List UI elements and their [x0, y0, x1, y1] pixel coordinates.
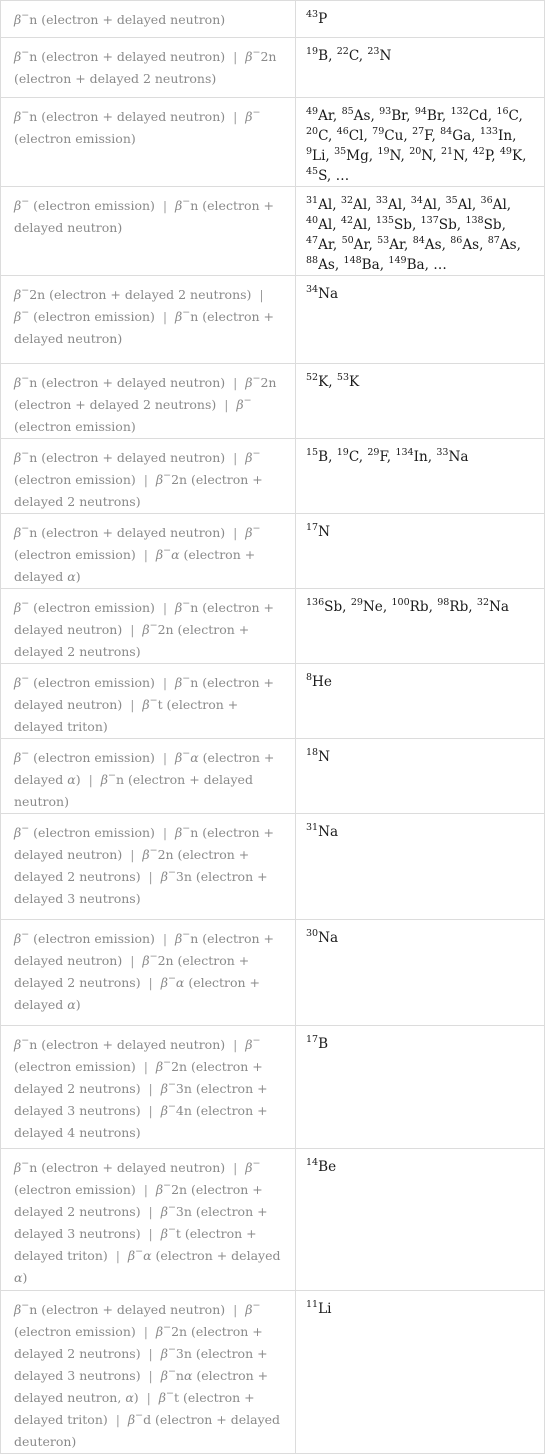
decay-mode-cell: β−n (electron + delayed neutron) | β−2n (electron + delayed 2 neutrons) | β− (electron emission) — [1, 364, 296, 439]
table-row — [1, 589, 545, 664]
table-row — [1, 739, 545, 814]
decay-mode-cell: β−2n (electron + delayed 2 neutrons) | β− (electron emission) | β−n (electron + delayed neutron) — [1, 276, 296, 364]
table-row — [1, 364, 545, 439]
table-row — [1, 920, 545, 1026]
table-row — [1, 98, 545, 187]
decay-mode-cell: β−n (electron + delayed neutron) | β− (electron emission) | β−2n (electron + delayed 2 neutrons) | β−3n (electron + delayed 3 neutrons) | β−nα (electron + delayed neutron, α) | β−t (electron + delayed triton) | β−d (electron + delayed deuteron) — [1, 1291, 296, 1454]
table-row — [1, 276, 545, 364]
table-row — [1, 664, 545, 739]
nuclides-cell: $^{136}$Sb, $^{29}$Ne, $^{100}$Rb, $^{98}$Rb, $^{32}$Na — [296, 589, 545, 664]
table-row — [1, 514, 545, 589]
decay-mode-cell: β−n (electron + delayed neutron) | β− (electron emission) | β−2n (electron + delayed 2 neutrons) — [1, 439, 296, 514]
decay-mode-cell: β− (electron emission) | β−n (electron + delayed neutron) | β−2n (electron + delayed 2 neutrons) | β−3n (electron + delayed 3 neutrons) — [1, 814, 296, 920]
table-row — [1, 1026, 545, 1149]
decay-mode-cell: β− (electron emission) | β−n (electron + delayed neutron) | β−t (electron + delayed triton) — [1, 664, 296, 739]
decay-mode-cell: β−n (electron + delayed neutron) | β− (electron emission) | β−2n (electron + delayed 2 neutrons) | β−3n (electron + delayed 3 neutrons) | β−t (electron + delayed triton) | β−α (electron + delayed α) — [1, 1149, 296, 1291]
nuclides-cell: $^{14}$Be — [296, 1149, 545, 1291]
decay-mode-cell: β−n (electron + delayed neutron) — [1, 1, 296, 38]
decay-mode-cell: β− (electron emission) | β−n (electron + delayed neutron) — [1, 187, 296, 276]
decay-mode-cell: β−n (electron + delayed neutron) | β−2n (electron + delayed 2 neutrons) — [1, 38, 296, 98]
nuclides-cell: $^{49}$Ar, $^{85}$As, $^{93}$Br, $^{94}$Br, $^{132}$Cd, $^{16}$C, $^{20}$C, $^{46}$Cl, $^{79}$Cu, $^{27}$F, $^{84}$Ga, $^{133}$In, $^9$Li, $^{35}$Mg, $^{19}$N, $^{20}$N, $^{21}$N, $^{42}$P, $^{49}$K, $^{45}$S, … — [296, 98, 545, 187]
decay-mode-cell: β−n (electron + delayed neutron) | β− (electron emission) | β−α (electron + delayed α) — [1, 514, 296, 589]
nuclides-cell: $^{17}$N — [296, 514, 545, 589]
decay-mode-cell: β− (electron emission) | β−n (electron + delayed neutron) | β−2n (electron + delayed 2 neutrons) — [1, 589, 296, 664]
decay-mode-cell: β− (electron emission) | β−n (electron + delayed neutron) | β−2n (electron + delayed 2 neutrons) | β−α (electron + delayed α) — [1, 920, 296, 1026]
nuclides-cell: $^{52}$K, $^{53}$K — [296, 364, 545, 439]
nuclides-cell: $^{31}$Na — [296, 814, 545, 920]
nuclides-cell: $^{43}$P — [296, 1, 545, 38]
table-row — [1, 187, 545, 276]
table-row — [1, 38, 545, 98]
decay-mode-table-body — [1, 1, 545, 1454]
table-row — [1, 1291, 545, 1454]
nuclides-cell: $^{15}$B, $^{19}$C, $^{29}$F, $^{134}$In, $^{33}$Na — [296, 439, 545, 514]
table-row — [1, 439, 545, 514]
nuclides-cell: $^{31}$Al, $^{32}$Al, $^{33}$Al, $^{34}$Al, $^{35}$Al, $^{36}$Al, $^{40}$Al, $^{42}$Al, $^{135}$Sb, $^{137}$Sb, $^{138}$Sb, $^{47}$Ar, $^{50}$Ar, $^{53}$Ar, $^{84}$As, $^{86}$As, $^{87}$As, $^{88}$As, $^{148}$Ba, $^{149}$Ba, … — [296, 187, 545, 276]
decay-mode-cell: β−n (electron + delayed neutron) | β− (electron emission) — [1, 98, 296, 187]
table-row — [1, 814, 545, 920]
nuclides-cell: $^{17}$B — [296, 1026, 545, 1149]
nuclides-cell: $^{30}$Na — [296, 920, 545, 1026]
decay-mode-cell: β− (electron emission) | β−α (electron + delayed α) | β−n (electron + delayed neutron) — [1, 739, 296, 814]
nuclides-cell: $^{19}$B, $^{22}$C, $^{23}$N — [296, 38, 545, 98]
nuclides-cell: $^{18}$N — [296, 739, 545, 814]
table-row — [1, 1, 545, 38]
nuclides-cell: $^{34}$Na — [296, 276, 545, 364]
decay-mode-cell: β−n (electron + delayed neutron) | β− (electron emission) | β−2n (electron + delayed 2 neutrons) | β−3n (electron + delayed 3 neutrons) | β−4n (electron + delayed 4 neutrons) — [1, 1026, 296, 1149]
table-row — [1, 1149, 545, 1291]
nuclides-cell: $^{11}$Li — [296, 1291, 545, 1454]
nuclides-cell: $^8$He — [296, 664, 545, 739]
